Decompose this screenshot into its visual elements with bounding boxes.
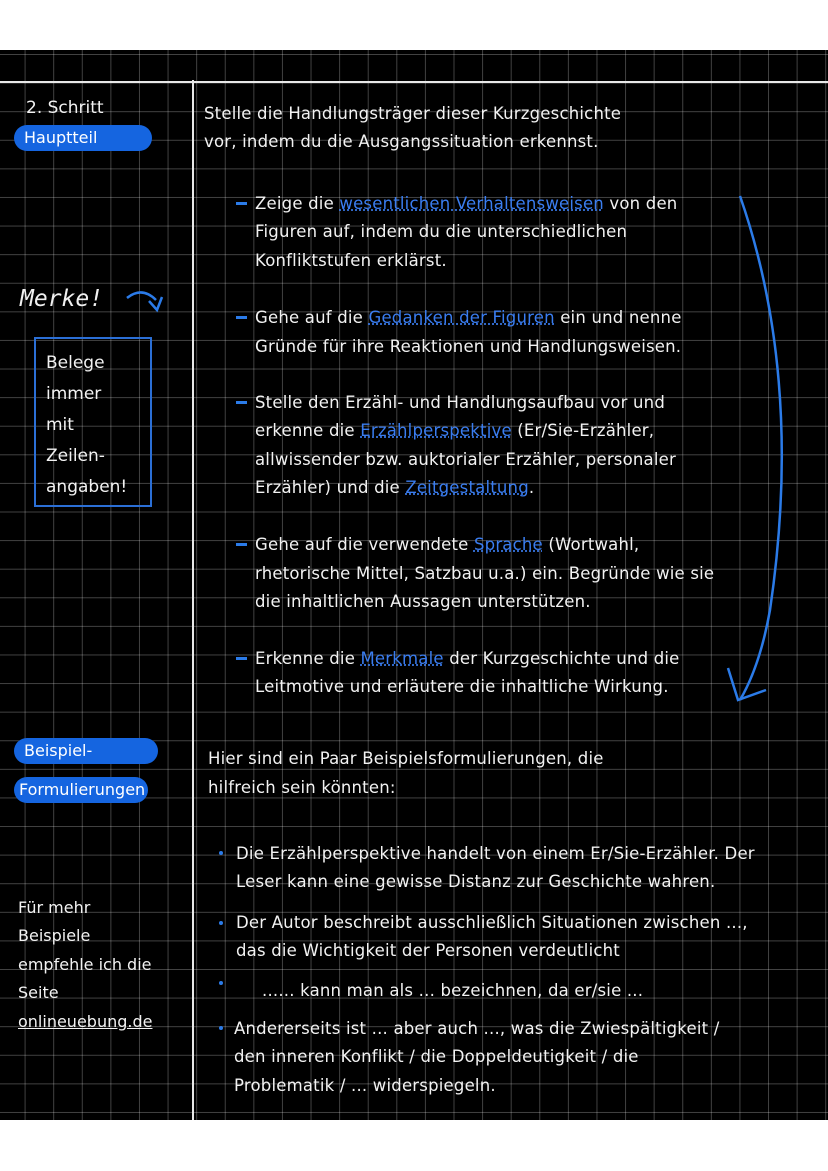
examples-intro-line: hilfreich sein könnten: xyxy=(208,778,396,797)
merke-line: immer xyxy=(46,384,102,404)
task-1-line-3: Konfliktstufen erklärst. xyxy=(255,251,447,270)
example-4-line-3: Problematik / ... widerspiegeln. xyxy=(234,1076,496,1095)
task-4-line-3: die inhaltlichen Aussagen unterstützen. xyxy=(255,592,591,611)
dot-bullet-icon xyxy=(219,1026,223,1030)
example-2-line-2: das die Wichtigkeit der Personen verdeutlicht xyxy=(236,941,620,960)
task-3-line-1: Stelle den Erzähl- und Handlungsaufbau vor und xyxy=(255,393,666,412)
examples-intro-line: Hier sind ein Paar Beispielsformulierungen, die xyxy=(208,749,604,768)
down-arrow-icon xyxy=(716,190,796,710)
example-4-line-2: den inneren Konflikt / die Doppeldeutigkeit / die xyxy=(234,1047,639,1066)
merke-line: mit xyxy=(46,415,74,435)
example-1-line-1: Die Erzählperspektive handelt von einem Er/Sie-Erzähler. Der xyxy=(236,844,755,863)
task-3-line-3: allwissender bzw. auktorialer Erzähler, personaler xyxy=(255,450,676,469)
grid-paper-sheet xyxy=(0,50,828,1120)
margin-rule xyxy=(192,80,194,1120)
keyword-highlight: Merkmale xyxy=(360,649,444,668)
dot-bullet-icon xyxy=(219,981,223,985)
task-4-line-2: rhetorische Mittel, Satzbau u.a.) ein. Begründe wie sie xyxy=(255,564,715,583)
example-pill-2: Formulierungen xyxy=(14,777,148,803)
example-2-line-1: Der Autor beschreibt ausschließlich Situationen zwischen ..., xyxy=(236,913,748,932)
intro-line: Stelle die Handlungsträger dieser Kurzgeschichte xyxy=(204,104,622,123)
example-3-line-1: ...... kann man als ... bezeichnen, da er/sie ... xyxy=(262,981,644,1000)
task-4-line-1: Gehe auf die verwendete Sprache (Wortwahl, xyxy=(255,535,640,554)
merke-box xyxy=(34,337,152,507)
example-pill-1: Beispiel- xyxy=(14,738,158,764)
dot-bullet-icon xyxy=(219,851,223,855)
merke-label: Merke! xyxy=(20,286,104,312)
merke-line: Belege xyxy=(46,353,105,373)
recommend-line: Seite xyxy=(18,983,59,1002)
section-pill-hauptteil: Hauptteil xyxy=(14,125,152,151)
dash-bullet-icon xyxy=(236,316,247,319)
merke-line: Zeilen- xyxy=(46,446,105,466)
example-1-line-2: Leser kann eine gewisse Distanz zur Geschichte wahren. xyxy=(236,872,716,891)
task-1-line-1: Zeige die wesentlichen Verhaltensweisen von den xyxy=(255,194,678,213)
task-5-line-2: Leitmotive und erläutere die inhaltliche Wirkung. xyxy=(255,677,669,696)
task-3-line-4: Erzähler) und die Zeitgestaltung. xyxy=(255,478,535,497)
task-2-line-2: Gründe für ihre Reaktionen und Handlungsweisen. xyxy=(255,337,682,356)
recommend-line: Für mehr xyxy=(18,898,91,917)
keyword-highlight: wesentlichen Verhaltensweisen xyxy=(339,194,604,213)
task-2-line-1: Gehe auf die Gedanken der Figuren ein und nenne xyxy=(255,308,682,327)
keyword-highlight: Sprache xyxy=(473,535,543,554)
step-label: 2. Schritt xyxy=(26,98,104,118)
merke-line: angaben! xyxy=(46,477,128,497)
dot-bullet-icon xyxy=(219,921,223,925)
keyword-highlight: Zeitgestaltung xyxy=(405,478,529,497)
recommend-line: Beispiele xyxy=(18,926,91,945)
intro-line: vor, indem du die Ausgangssituation erkennst. xyxy=(204,132,599,151)
dash-bullet-icon xyxy=(236,657,247,660)
example-4-line-1: Andererseits ist ... aber auch ..., was die Zwiespältigkeit / xyxy=(234,1019,720,1038)
task-3-line-2: erkenne die Erzählperspektive (Er/Sie-Erzähler, xyxy=(255,421,655,440)
recommend-site-link[interactable]: onlineuebung.de xyxy=(18,1012,153,1031)
dash-bullet-icon xyxy=(236,202,247,205)
dash-bullet-icon xyxy=(236,401,247,404)
task-5-line-1: Erkenne die Merkmale der Kurzgeschichte und die xyxy=(255,649,680,668)
keyword-highlight: Gedanken der Figuren xyxy=(368,308,555,327)
keyword-highlight: Erzählperspektive xyxy=(360,421,512,440)
top-rule xyxy=(0,81,828,83)
recommend-line: empfehle ich die xyxy=(18,955,152,974)
task-1-line-2: Figuren auf, indem du die unterschiedlichen xyxy=(255,222,628,241)
dash-bullet-icon xyxy=(236,543,247,546)
curved-arrow-icon xyxy=(124,286,168,318)
